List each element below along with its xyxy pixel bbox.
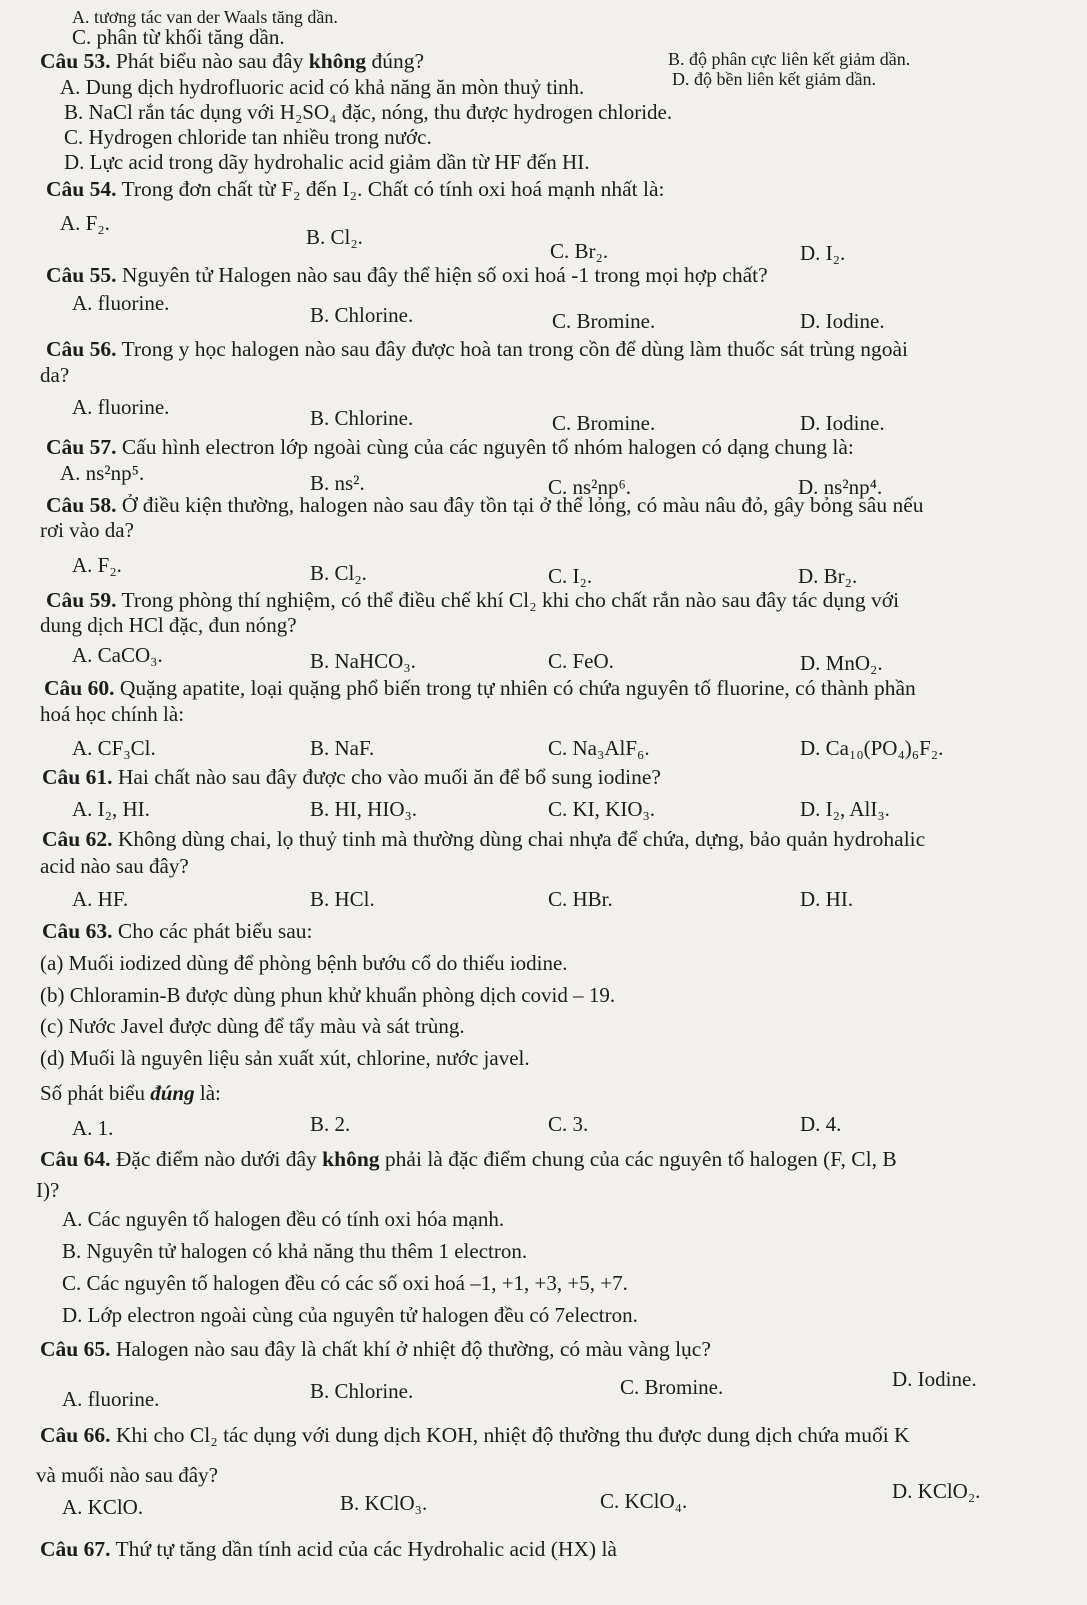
q64-option-c: C. Các nguyên tố halogen đều có các số oxi hoá –1, +1, +3, +5, +7. (62, 1271, 628, 1295)
q62-option-b: B. HCl. (310, 887, 375, 911)
q58-stem: Câu 58. Ở điều kiện thường, halogen nào sau đây tồn tại ở thể lỏng, có màu nâu đỏ, gây bỏng sâu nếu (46, 493, 924, 517)
q63-statement-b: (b) Chloramin-B được dùng phun khử khuẩn phòng dịch covid – 19. (40, 983, 616, 1007)
q61-option-d: D. I₂, AlI₃. (800, 797, 890, 821)
q59-stem-cont: dung dịch HCl đặc, đun nóng? (40, 613, 297, 637)
q58-stem-cont: rơi vào da? (40, 518, 134, 542)
q65-option-a: A. fluorine. (62, 1387, 160, 1411)
q56-option-d: D. Iodine. (800, 411, 885, 435)
q60-option-d: D. Ca₁₀(PO₄)₆F₂. (800, 736, 944, 760)
q53-stem: Câu 53. Phát biểu nào sau đây không đúng? (40, 49, 425, 73)
q61-option-a: A. I₂, HI. (72, 797, 150, 821)
q52-option-b: B. độ phân cực liên kết giảm dần. (668, 49, 911, 69)
q56-option-a: A. fluorine. (72, 395, 170, 419)
q65-option-c: C. Bromine. (620, 1375, 724, 1399)
q55-option-b: B. Chlorine. (310, 303, 414, 327)
q63-option-a: A. 1. (72, 1116, 114, 1140)
q65-stem: Câu 65. Halogen nào sau đây là chất khí ở nhiệt độ thường, có màu vàng lục? (40, 1337, 711, 1361)
q62-stem-cont: acid nào sau đây? (40, 854, 189, 878)
q59-stem: Câu 59. Trong phòng thí nghiệm, có thể điều chế khí Cl₂ khi cho chất rắn nào sau đây tác dụng với (46, 588, 900, 612)
q53-option-d: D. Lực acid trong dãy hydrohalic acid giảm dần từ HF đến HI. (64, 150, 590, 174)
q55-option-d: D. Iodine. (800, 309, 885, 333)
q58-option-c: C. I₂. (548, 564, 593, 588)
q62-option-c: C. HBr. (548, 887, 613, 911)
q63-statement-a: (a) Muối iodized dùng để phòng bệnh bướu cổ do thiếu iodine. (40, 951, 568, 975)
q63-stem: Câu 63. Cho các phát biểu sau: (42, 919, 313, 943)
q56-option-c: C. Bromine. (552, 411, 656, 435)
q60-option-b: B. NaF. (310, 736, 375, 760)
q63-statement-c: (c) Nước Javel được dùng để tẩy màu và sát trùng. (40, 1014, 465, 1038)
q55-option-a: A. fluorine. (72, 291, 170, 315)
q53-option-a: A. Dung dịch hydrofluoric acid có khả năng ăn mòn thuỷ tinh. (60, 75, 585, 99)
q59-option-c: C. FeO. (548, 649, 614, 673)
q66-option-d: D. KClO₂. (892, 1479, 981, 1503)
q67-stem: Câu 67. Thứ tự tăng dần tính acid của các Hydrohalic acid (HX) là (40, 1537, 617, 1561)
q65-option-b: B. Chlorine. (310, 1379, 414, 1403)
q54-stem: Câu 54. Trong đơn chất từ F₂ đến I₂. Chất có tính oxi hoá mạnh nhất là: (46, 177, 665, 201)
q63-ask: Số phát biểu đúng là: (40, 1081, 221, 1105)
q57-stem: Câu 57. Cấu hình electron lớp ngoài cùng của các nguyên tố nhóm halogen có dạng chung là: (46, 435, 854, 459)
q56-option-b: B. Chlorine. (310, 406, 414, 430)
q63-option-c: C. 3. (548, 1112, 589, 1136)
q66-option-b: B. KClO₃. (340, 1491, 428, 1515)
q66-stem-cont: và muối nào sau đây? (36, 1463, 218, 1487)
q62-stem: Câu 62. Không dùng chai, lọ thuỷ tinh mà thường dùng chai nhựa để chứa, dựng, bảo quản hydrohalic (42, 827, 926, 851)
q58-option-a: A. F₂. (72, 553, 122, 577)
q64-stem: Câu 64. Đặc điểm nào dưới đây không phải là đặc điểm chung của các nguyên tố halogen (F, Cl, B (40, 1147, 897, 1171)
q60-stem: Câu 60. Quặng apatite, loại quặng phổ biến trong tự nhiên có chứa nguyên tố fluorine, có thành phần (44, 676, 916, 700)
q57-option-c: C. ns²np⁶. (548, 475, 632, 499)
q58-option-b: B. Cl₂. (310, 561, 367, 585)
q64-option-b: B. Nguyên tử halogen có khả năng thu thêm 1 electron. (62, 1239, 528, 1263)
q57-option-a: A. ns²np⁵. (60, 461, 145, 485)
q54-option-b: B. Cl₂. (306, 225, 363, 249)
q60-option-c: C. Na₃AlF₆. (548, 736, 650, 760)
q62-option-a: A. HF. (72, 887, 129, 911)
q61-option-c: C. KI, KIO₃. (548, 797, 656, 821)
q62-option-d: D. HI. (800, 887, 854, 911)
q54-option-c: C. Br₂. (550, 239, 609, 263)
q57-option-b: B. ns². (310, 471, 365, 495)
q55-stem: Câu 55. Nguyên tử Halogen nào sau đây thể hiện số oxi hoá -1 trong mọi hợp chất? (46, 263, 768, 287)
q58-option-d: D. Br₂. (798, 564, 858, 588)
q64-option-d: D. Lớp electron ngoài cùng của nguyên tử halogen đều có 7electron. (62, 1303, 638, 1327)
q60-option-a: A. CF₃Cl. (72, 736, 156, 760)
q52-option-a: A. tương tác van der Waals tăng dần. (72, 7, 338, 27)
q64-stem-cont: I)? (36, 1178, 60, 1202)
q61-option-b: B. HI, HIO₃. (310, 797, 418, 821)
q52-option-d: D. độ bền liên kết giảm dần. (672, 69, 876, 89)
q54-option-d: D. I₂. (800, 241, 846, 265)
q59-option-a: A. CaCO₃. (72, 643, 163, 667)
q53-option-b: B. NaCl rắn tác dụng với H₂SO₄ đặc, nóng, thu được hydrogen chloride. (64, 100, 673, 124)
q65-option-d: D. Iodine. (892, 1367, 977, 1391)
q66-option-a: A. KClO. (62, 1495, 144, 1519)
q57-option-d: D. ns²np⁴. (798, 475, 883, 499)
q54-option-a: A. F₂. (60, 211, 110, 235)
q56-stem-cont: da? (40, 363, 70, 387)
q66-stem: Câu 66. Khi cho Cl₂ tác dụng với dung dịch KOH, nhiệt độ thường thu được dung dịch chứa muối K (40, 1423, 910, 1447)
q53-option-c: C. Hydrogen chloride tan nhiều trong nước. (64, 125, 432, 149)
q59-option-b: B. NaHCO₃. (310, 649, 416, 673)
q60-stem-cont: hoá học chính là: (40, 702, 185, 726)
q66-option-c: C. KClO₄. (600, 1489, 688, 1513)
q59-option-d: D. MnO₂. (800, 651, 883, 675)
q56-stem: Câu 56. Trong y học halogen nào sau đây được hoà tan trong cồn để dùng làm thuốc sát trùng ngoài (46, 337, 908, 361)
q63-option-b: B. 2. (310, 1112, 351, 1136)
q52-option-c: C. phân từ khối tăng dần. (72, 25, 285, 49)
q63-statement-d: (d) Muối là nguyên liệu sản xuất xút, chlorine, nước javel. (40, 1046, 530, 1070)
q61-stem: Câu 61. Hai chất nào sau đây được cho vào muối ăn để bổ sung iodine? (42, 765, 661, 789)
q64-option-a: A. Các nguyên tố halogen đều có tính oxi hóa mạnh. (62, 1207, 505, 1231)
q55-option-c: C. Bromine. (552, 309, 656, 333)
q63-option-d: D. 4. (800, 1112, 842, 1136)
